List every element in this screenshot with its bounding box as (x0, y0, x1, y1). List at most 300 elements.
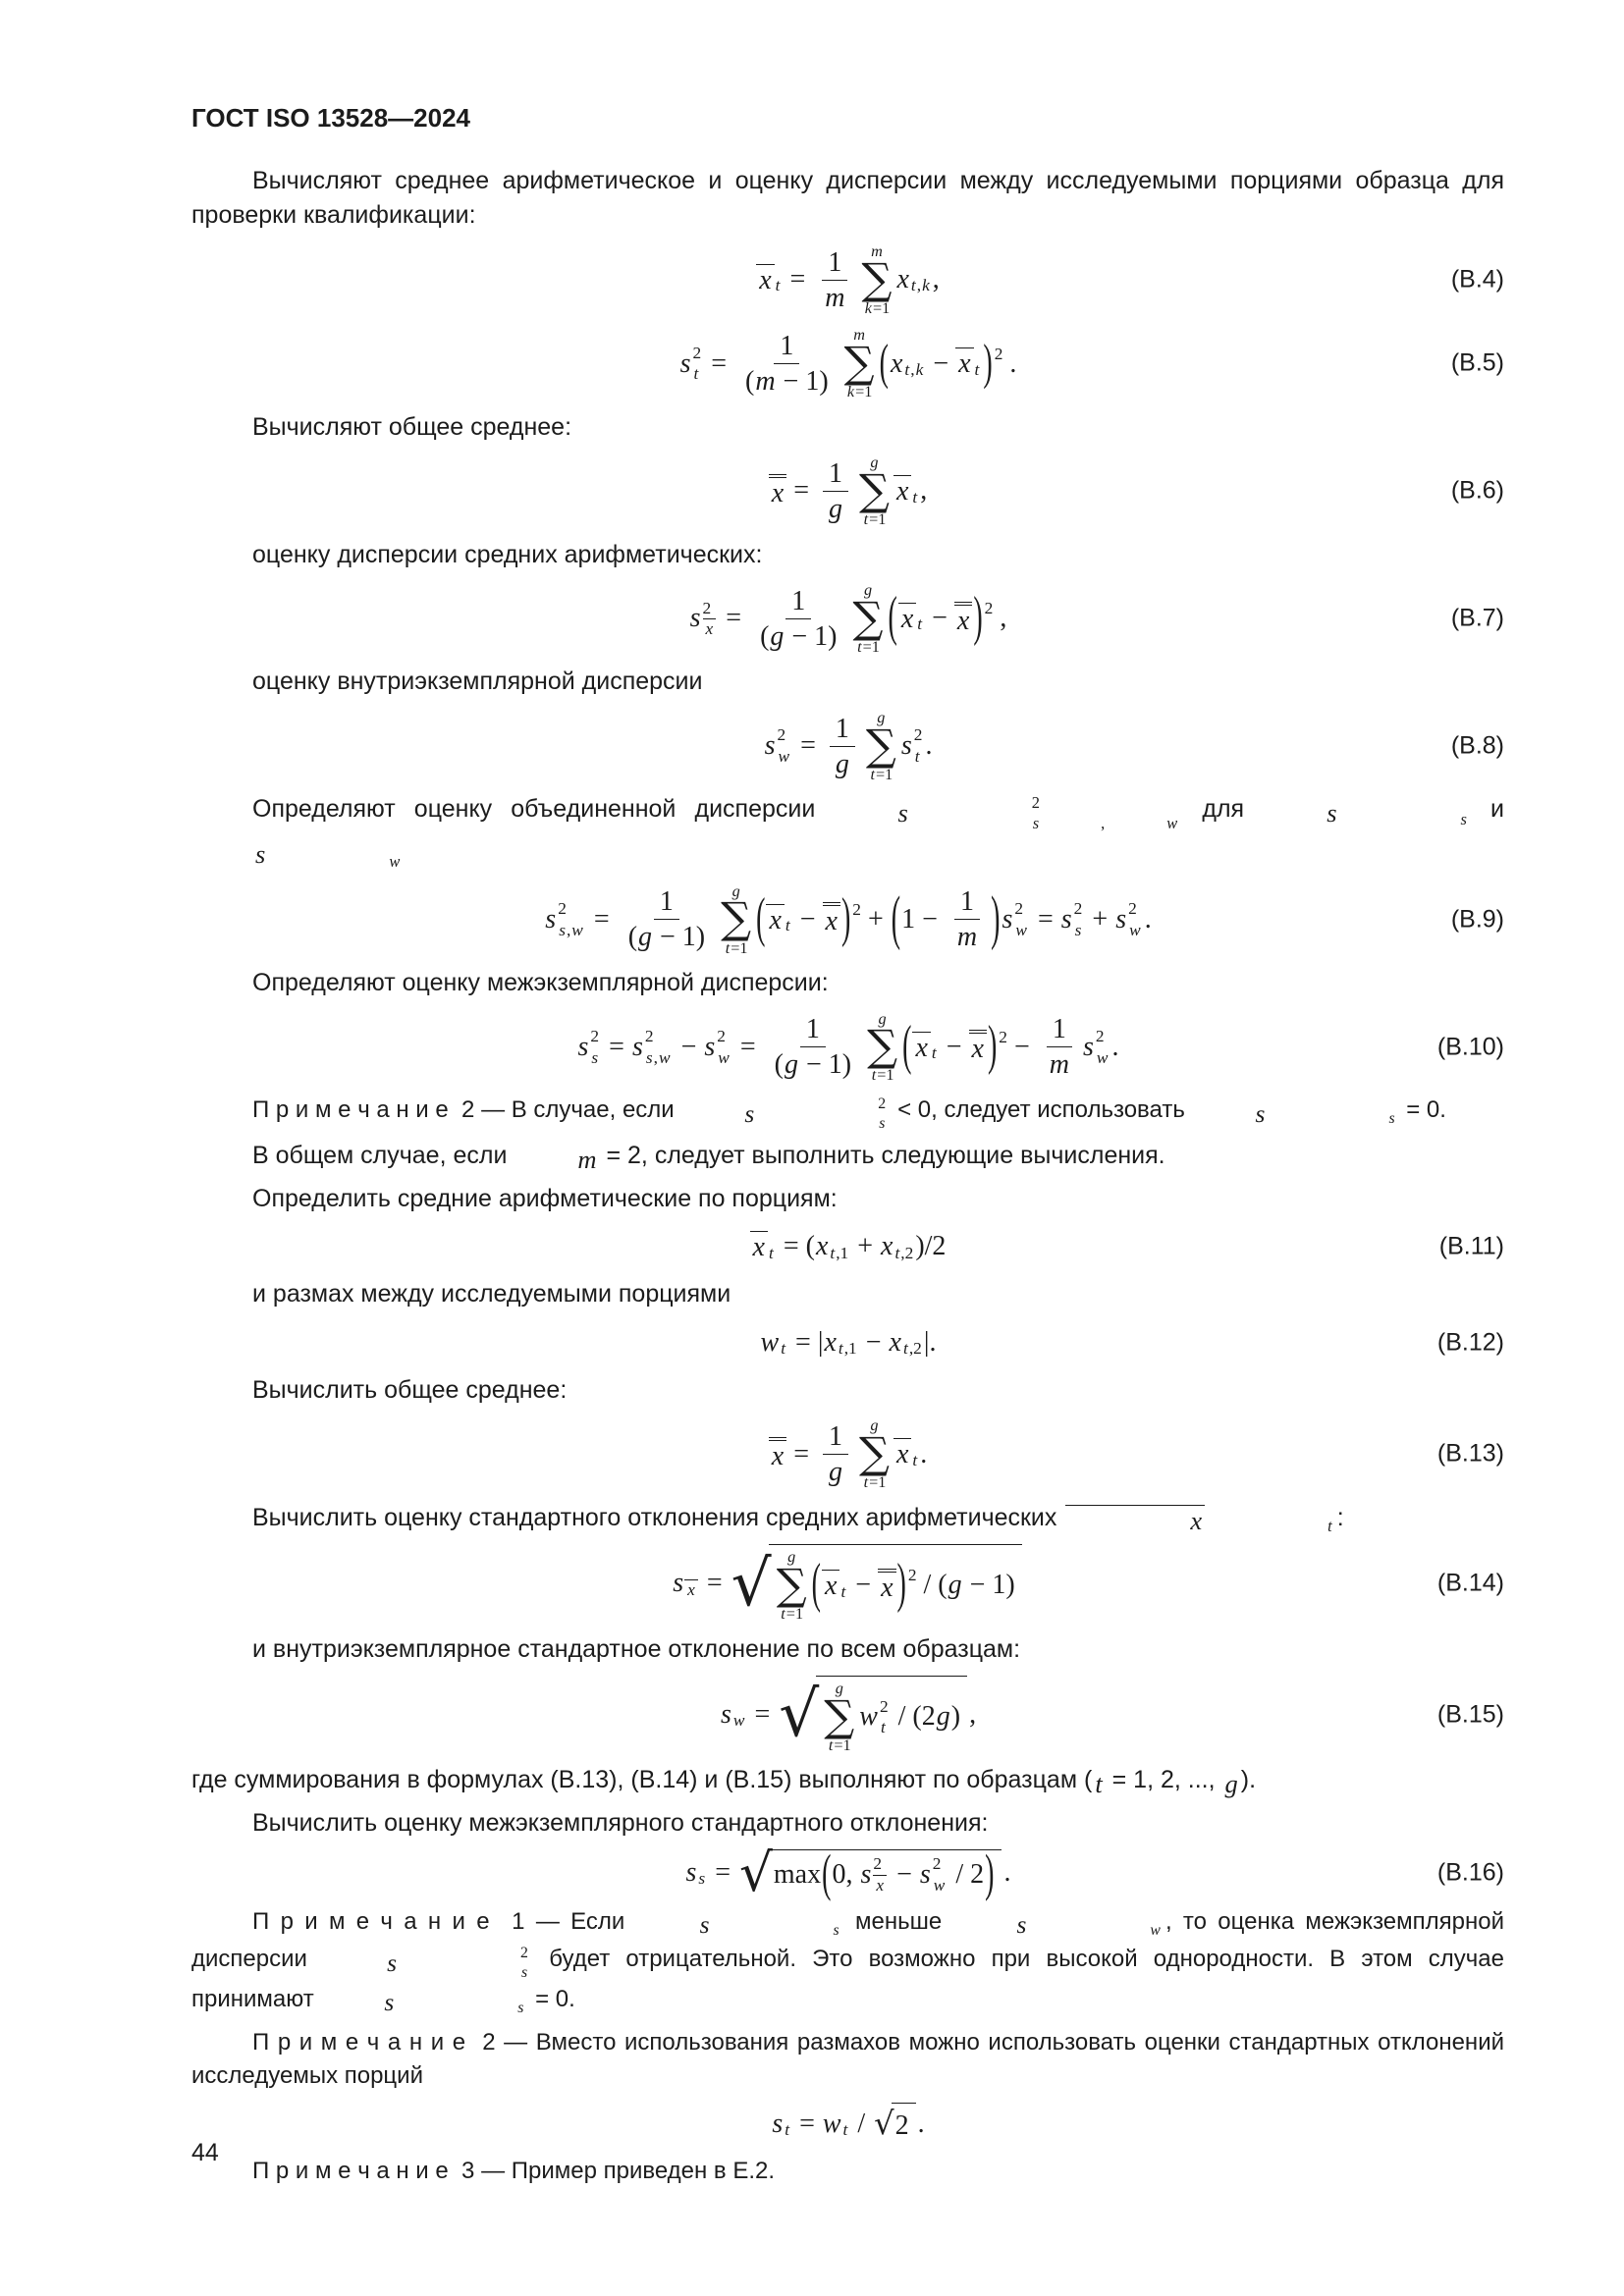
math-row (745, 364, 829, 399)
superscript (914, 724, 923, 746)
math-row (784, 2118, 790, 2143)
overbar (756, 264, 774, 295)
double-overbar (969, 1030, 987, 1064)
math-row (902, 1337, 922, 1362)
overbar (969, 1033, 987, 1064)
fraction (829, 712, 856, 781)
math-row (895, 477, 909, 507)
math-row (828, 1736, 851, 1755)
math-variable: w (732, 1711, 745, 1731)
math-variable: g (863, 581, 873, 600)
subscript (910, 814, 1178, 834)
math-variable: x (824, 1326, 837, 1358)
math-variable: w (1096, 1047, 1109, 1067)
math-variable: s (591, 1047, 599, 1067)
fraction (822, 456, 849, 526)
math-row (895, 2107, 909, 2146)
inline-math (682, 1095, 889, 1133)
math-text: − 1) (776, 365, 829, 397)
math-variable: w (389, 851, 401, 871)
note-paragraph (191, 2155, 1504, 2188)
sup-sub-stack (880, 1696, 889, 1738)
math-row (703, 618, 717, 639)
math-text: =1 (877, 1066, 894, 1085)
math-variable: m (956, 922, 978, 953)
math-text: =1 (834, 1735, 851, 1754)
math-row (780, 329, 793, 363)
equation-block (191, 1544, 1504, 1623)
math-row (773, 1844, 996, 1903)
superscript (777, 724, 785, 746)
math-row (717, 1026, 726, 1047)
summation (867, 1010, 897, 1085)
denominator (822, 492, 849, 526)
denominator (1043, 1047, 1076, 1082)
math-variable: w (933, 1875, 946, 1895)
body-paragraph (191, 1806, 1504, 1842)
sum-lower-limit (871, 1066, 894, 1085)
math-text: , (969, 1699, 977, 1731)
superscript (985, 597, 994, 621)
text-run: = 2, следует выполнить следующие вычисления. (599, 1142, 1165, 1170)
denominator (769, 1047, 857, 1082)
math-text: − (858, 1326, 889, 1358)
superscript (933, 1853, 942, 1875)
math-text: 2 (558, 899, 567, 919)
math-row (895, 1440, 909, 1469)
numerator (785, 584, 811, 619)
superscript (873, 1853, 882, 1875)
math-row (971, 793, 1040, 814)
sum-lower-limit (863, 1473, 887, 1492)
right-paren: ) (840, 888, 851, 950)
math-row (628, 920, 705, 954)
math-text: − (792, 904, 823, 935)
equation-number: (В.10) (1436, 1033, 1504, 1061)
sup-sub-stack (1014, 898, 1028, 940)
superscript (693, 343, 702, 364)
math-text: ) (950, 1701, 961, 1733)
math-variable: x (895, 1439, 909, 1470)
math-row (910, 274, 931, 298)
math-row (852, 898, 861, 923)
math-row (693, 363, 700, 385)
math-variable: t (1095, 1769, 1103, 1799)
math-variable: m (577, 1145, 597, 1175)
overbar (703, 618, 717, 639)
math-text: . (1002, 347, 1017, 379)
math-variable: x (752, 1232, 765, 1263)
equation-block (191, 1416, 1504, 1491)
equation-number: (В.8) (1450, 731, 1504, 760)
math-variable: x (896, 264, 909, 295)
math-text: . (1111, 1031, 1119, 1062)
math-row (758, 266, 772, 295)
math-variable: s (879, 1114, 886, 1132)
math-variable: t (917, 614, 923, 634)
math-variable: x (771, 477, 785, 508)
math-variable: t (693, 364, 699, 384)
numerator (823, 1419, 848, 1455)
math-variable: x (705, 619, 714, 639)
sigma-icon: ∑ (776, 1560, 807, 1610)
subscript (1338, 808, 1468, 830)
subscript (777, 746, 790, 768)
equation-math (720, 1676, 976, 1754)
math-variable: s (698, 1869, 706, 1889)
text-run: будет отрицательной. Это возможно при высокой однородности. В этом случае принимают (191, 1946, 1504, 2012)
subscript (931, 1041, 938, 1066)
math-variable: m (1049, 1049, 1069, 1081)
math-row (1194, 1096, 1398, 1132)
text-run: для (1183, 795, 1264, 824)
text-run: оценку дисперсии средних арифметических: (252, 540, 763, 568)
math-variable: s (764, 730, 776, 762)
equation-number: (В.7) (1450, 604, 1504, 632)
math-text: = (747, 1699, 778, 1731)
subscript (902, 1337, 922, 1362)
math-row (880, 1574, 893, 1603)
square-root (779, 1676, 967, 1754)
denominator (829, 747, 856, 781)
math-row (558, 920, 584, 941)
math-row (766, 900, 840, 939)
math-text: . (1144, 904, 1152, 935)
sum-lower-limit (725, 939, 748, 958)
left-paren: ( (902, 1016, 912, 1078)
math-text: . (920, 1438, 928, 1469)
subscript (974, 358, 981, 383)
sup-sub-stack (645, 1026, 672, 1068)
math-row (956, 920, 978, 954)
math-variable: s (1255, 1098, 1266, 1128)
math-variable: w (658, 1047, 671, 1067)
numerator (822, 245, 847, 281)
numerator (654, 884, 679, 920)
math-variable: w (718, 1047, 730, 1067)
right-paren: ) (896, 1554, 906, 1616)
document-content (191, 164, 1504, 2188)
math-text: 2 (644, 1027, 654, 1046)
subscript (903, 358, 924, 383)
math-variable: s (1032, 813, 1040, 832)
math-text: 2 (702, 598, 712, 617)
square-root (874, 2103, 916, 2146)
math-row (832, 1853, 984, 1896)
parentheses-group (755, 888, 851, 950)
denominator (739, 364, 835, 399)
sup-sub-stack (914, 724, 923, 767)
equation-block (191, 1321, 1504, 1364)
math-row (955, 1907, 1164, 1943)
math-text: − (848, 1570, 879, 1601)
superscript (1096, 1026, 1105, 1047)
math-text: = (708, 1857, 737, 1889)
math-variable: s (384, 1988, 395, 2017)
right-paren: ) (987, 1016, 998, 1078)
math-variable: s (577, 1031, 589, 1062)
equation-number: (В.14) (1436, 1569, 1504, 1597)
math-row (956, 607, 970, 636)
right-paren: ) (983, 335, 993, 391)
body-paragraph (191, 1373, 1504, 1409)
math-text: 1 (828, 246, 842, 278)
equation-number: (В.11) (1438, 1232, 1504, 1260)
denominator (950, 920, 984, 954)
math-variable: s (1001, 904, 1013, 935)
math-text: 1 (780, 330, 794, 361)
math-text: 1 (835, 713, 849, 744)
radicand (770, 1844, 1002, 1903)
subscript (732, 1709, 746, 1734)
math-row (1014, 898, 1023, 920)
math-variable: x (915, 1032, 928, 1063)
math-row (775, 274, 782, 298)
sigma-icon: ∑ (867, 1022, 898, 1072)
math-text: = | (788, 1326, 824, 1358)
inline-math (322, 1985, 526, 2020)
math-variable: g (770, 620, 785, 652)
radical-icon: √ (874, 2104, 894, 2142)
superscript (645, 1026, 654, 1047)
math-variable: x (890, 347, 903, 379)
superscript (908, 1564, 917, 1588)
equation-block (191, 1676, 1504, 1754)
equation-math (756, 242, 940, 317)
math-row (825, 907, 839, 936)
math-text: + (850, 1231, 881, 1262)
math-text: = (704, 347, 733, 379)
subscript (916, 613, 923, 637)
math-variable: x (881, 1572, 893, 1603)
math-row (914, 746, 921, 768)
radical-icon: √ (738, 1842, 773, 1903)
math-row (697, 1867, 706, 1892)
math-text: = (602, 1031, 631, 1062)
math-variable: t (912, 487, 918, 507)
math-row (322, 1985, 526, 2020)
subscript (1014, 920, 1028, 941)
subscript (1096, 1047, 1110, 1069)
math-text: 2 (984, 599, 994, 618)
math-row (822, 1566, 896, 1605)
left-paren: ( (879, 335, 889, 391)
sigma-icon: ∑ (858, 465, 890, 515)
math-row (806, 1012, 820, 1046)
equation-math (672, 1544, 1024, 1623)
math-row (931, 1041, 938, 1066)
math-row (775, 1047, 851, 1082)
radicand (816, 1676, 967, 1754)
subscript (717, 1047, 731, 1069)
math-row (1014, 920, 1028, 941)
math-variable: s (520, 1964, 528, 1981)
math-text: − (939, 1031, 969, 1062)
text-run: оценку внутриэкземплярной дисперсии (252, 667, 703, 696)
math-text: = ( (776, 1231, 815, 1262)
math-row (705, 620, 715, 639)
math-text: / (2 (891, 1701, 936, 1733)
math-variable: t (785, 2119, 790, 2139)
math-variable: g (828, 493, 842, 524)
superscript (1074, 898, 1083, 920)
text-run: Вычислить оценку стандартного отклонения средних арифметических (252, 1503, 1064, 1531)
body-paragraph (191, 538, 1504, 573)
math-row (898, 599, 973, 638)
summation (853, 581, 884, 656)
sup-sub-stack (693, 343, 702, 385)
math-row (835, 747, 850, 781)
equation-math (769, 454, 927, 528)
subscript (395, 1998, 524, 2019)
equation-math (577, 1010, 1119, 1085)
math-row (914, 724, 923, 746)
math-text: 2 (913, 725, 923, 745)
overbar (684, 1579, 698, 1600)
math-variable: g (870, 454, 879, 472)
subscript (684, 1578, 698, 1603)
math-variable: m (755, 365, 776, 397)
math-variable: t (830, 1243, 836, 1262)
numerator (1047, 1012, 1072, 1047)
math-text: = (786, 1438, 816, 1469)
subscript (893, 1242, 913, 1266)
subscript (911, 486, 918, 510)
sum-lower-limit (864, 299, 891, 318)
summation (866, 709, 896, 783)
math-text: = (719, 603, 749, 634)
math-variable: g (1224, 1769, 1238, 1799)
math-text: = (786, 475, 816, 507)
math-variable: g (828, 1456, 842, 1487)
math-variable: g (936, 1701, 950, 1733)
math-text: 2 (1073, 899, 1083, 919)
subscript (768, 1242, 775, 1266)
sup-sub-stack (756, 1095, 886, 1133)
math-row (672, 1544, 1024, 1623)
math-row (772, 1920, 840, 1942)
math-row (912, 1028, 987, 1067)
math-variable: t (894, 1243, 900, 1262)
sup-sub-stack (910, 793, 1178, 833)
text-run: В общем случае, если (252, 1142, 514, 1170)
math-text: 2 (1128, 899, 1137, 919)
text-run: П р и м е ч а н и е 2 — В случае, если (252, 1096, 681, 1124)
math-text: 1 (960, 886, 974, 918)
math-row (820, 1680, 960, 1754)
math-variable: s (631, 1031, 643, 1062)
note-paragraph (191, 2026, 1504, 2093)
math-variable: g (835, 1680, 843, 1698)
sigma-icon: ∑ (858, 1428, 890, 1478)
sup-sub-stack (1074, 898, 1083, 940)
math-text: , (566, 920, 571, 939)
summation (861, 242, 892, 317)
document-header: ГОСТ ISO 13528—2024 (191, 103, 471, 133)
overbar (955, 347, 973, 379)
math-variable: w (1129, 920, 1141, 939)
math-variable: s (689, 603, 701, 634)
radical-icon: √ (731, 1546, 772, 1621)
double-overbar (769, 474, 786, 508)
math-text: 1 (791, 585, 806, 616)
math-text: = (699, 1568, 730, 1599)
fraction (818, 245, 851, 315)
text-run: меньше (843, 1907, 953, 1935)
text-run: < 0, следует использовать (891, 1096, 1192, 1124)
math-variable: t (840, 1581, 846, 1601)
math-row (590, 1026, 599, 1047)
math-row (684, 1579, 698, 1600)
body-paragraph (191, 792, 1504, 874)
math-text: − (890, 1859, 919, 1891)
equation-block (191, 326, 1504, 400)
sup-sub-stack (1096, 1026, 1110, 1068)
math-row (933, 1853, 942, 1875)
math-variable: s (1016, 1910, 1027, 1940)
math-row (460, 1963, 528, 1983)
equation-math (685, 1842, 1011, 1903)
math-row (875, 1877, 885, 1896)
math-text: , (910, 359, 915, 379)
math-text: 2 (1031, 793, 1040, 813)
math-variable: x (971, 1034, 984, 1065)
math-row (768, 906, 782, 935)
subscript (784, 2118, 790, 2143)
math-text: 2 (932, 1854, 942, 1874)
equation-number: (В.6) (1450, 476, 1504, 505)
math-row (1049, 1047, 1070, 1082)
math-row (703, 598, 712, 619)
math-row (828, 245, 841, 280)
math-row (685, 1842, 1011, 1903)
subscript (873, 1875, 887, 1896)
math-row (863, 1473, 887, 1492)
denominator (822, 1455, 849, 1489)
subscript (842, 2118, 849, 2143)
math-variable: x (1190, 1506, 1203, 1536)
math-variable: s (645, 1047, 653, 1067)
math-text: / ( (916, 1570, 947, 1601)
math-variable: x (958, 348, 971, 380)
equation-math (769, 1416, 927, 1491)
math-row (689, 581, 1007, 656)
math-row (995, 343, 1003, 367)
math-variable: x (895, 476, 909, 507)
math-row (780, 1605, 803, 1624)
math-variable: x (825, 906, 838, 937)
text-run: и (1471, 795, 1504, 824)
math-row (768, 1242, 775, 1266)
overbar (769, 1440, 786, 1471)
math-text: 2 (873, 1854, 883, 1874)
math-row (829, 456, 842, 491)
math-text: . (917, 2108, 925, 2139)
subscript (933, 1875, 947, 1896)
superscript (1014, 898, 1023, 920)
math-variable: s (1326, 798, 1337, 828)
subscript (1074, 920, 1083, 941)
math-row (933, 1875, 947, 1896)
math-text: max (773, 1859, 822, 1891)
text-run: где суммирования в формулах (В.13), (В.14) и (В.15) выполняют по образцам ( (191, 1766, 1093, 1794)
math-row (660, 884, 674, 919)
math-text: 2 (894, 2109, 909, 2141)
math-row (974, 358, 981, 383)
math-text: , (920, 475, 928, 507)
math-row (780, 1337, 786, 1362)
body-paragraph (191, 665, 1504, 700)
